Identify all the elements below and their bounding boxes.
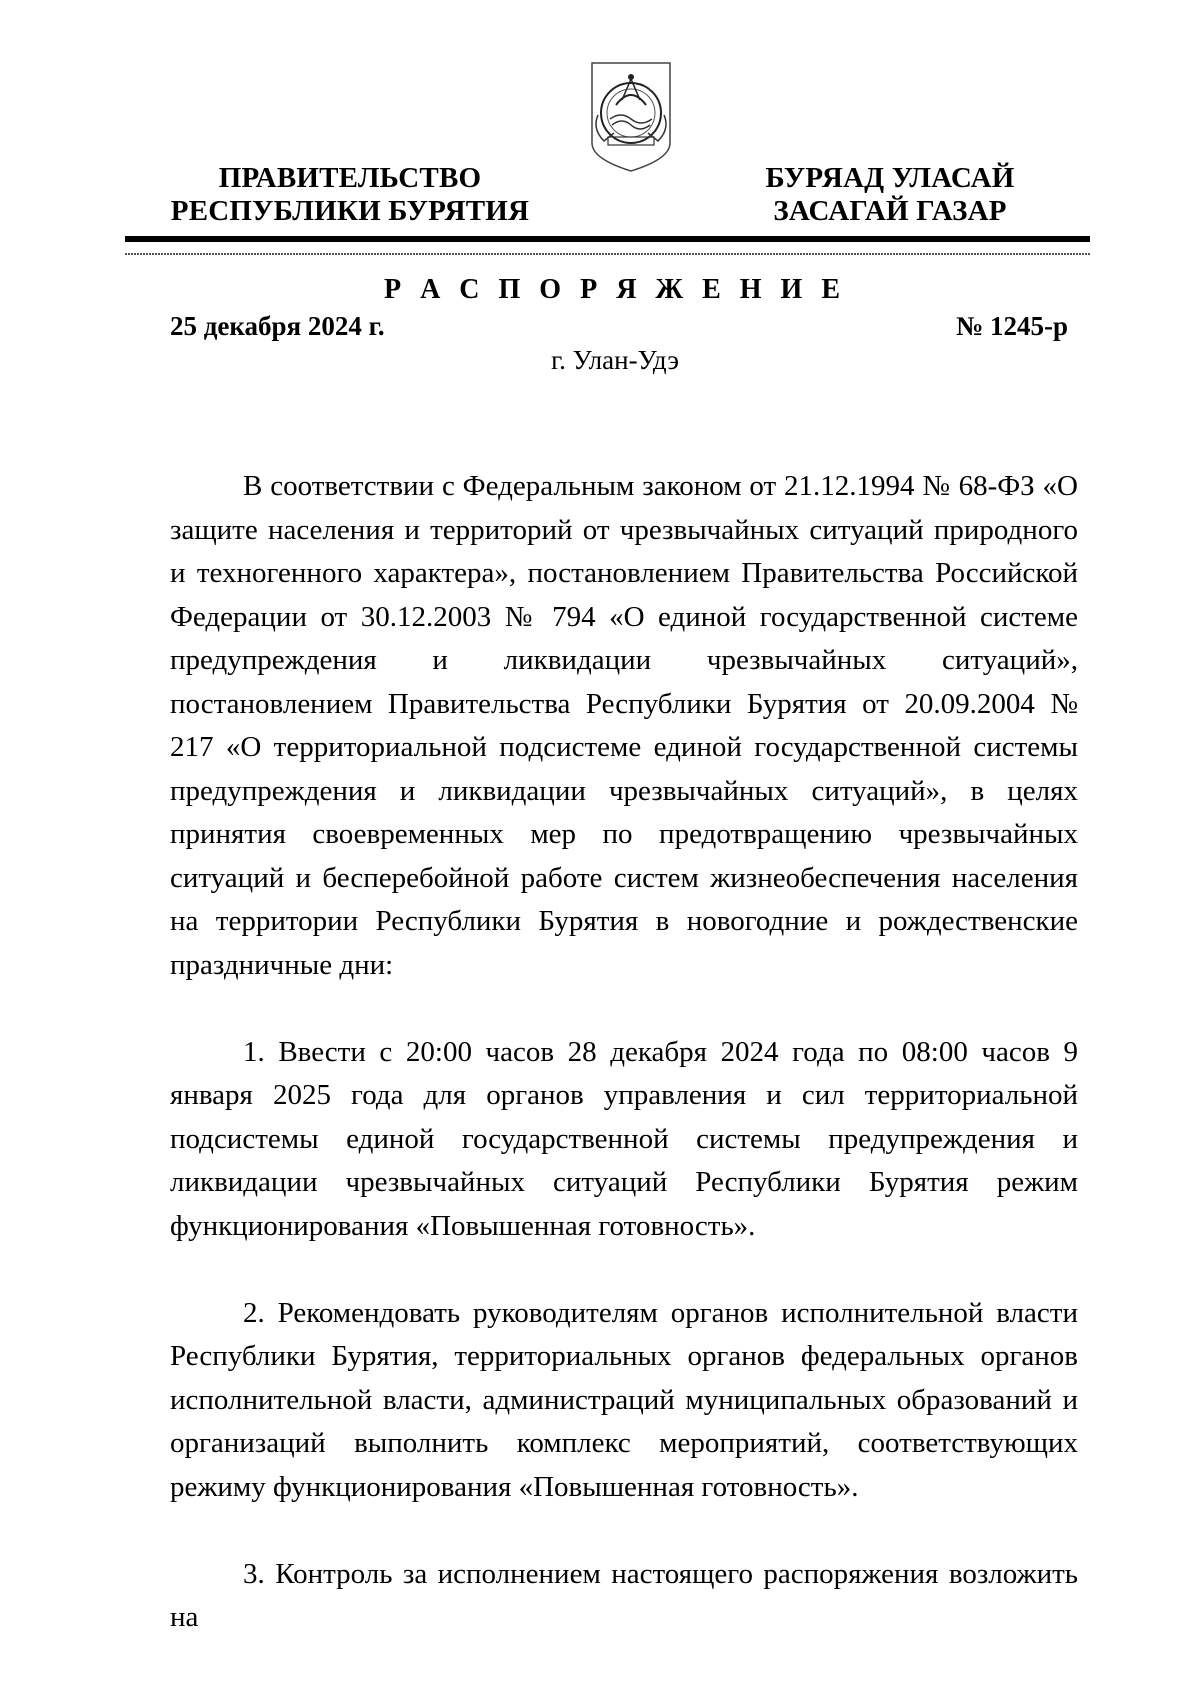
document-type: Р А С П О Р Я Ж Е Н И Е — [383, 274, 847, 305]
coat-of-arms-icon — [586, 55, 676, 175]
paragraph-item-2: 2. Рекомендовать руководителям органов исполнительной власти Республики Бурятия, территориальных органов федеральных органов исполнительной власти, администраций муниципальных образований и организаций выполнить комплекс мероприятий, соответствующих режиму функционирования «Повышенная готовность». — [170, 1296, 1078, 1503]
header-divider-thick — [125, 236, 1090, 242]
org-right-line1: БУРЯАД УЛАСАЙ — [765, 162, 1015, 194]
org-left-line2: РЕСПУБЛИКИ БУРЯТИЯ — [170, 195, 530, 227]
org-name-buryat — [700, 162, 1080, 228]
paragraph-preamble: В соответствии с Федеральным законом от 21.12.1994 № 68-ФЗ «О защите населения и территорий от чрезвычайных ситуаций природного и техногенного характера», постановлением Правительства Российской Федерации от 30.12.2003 № 794 «О единой государственной системе предупреждения и ликвидации чрезвычайных ситуаций», постановлением Правительства Республики Бурятия от 20.09.2004 № 217 «О территориальной подсистеме единой государственной системы предупреждения и ликвидации чрезвычайных ситуаций», в целях принятия своевременных мер по предотвращению чрезвычайных ситуаций и бесперебойной работе систем жизнеобеспечения населения на территории Республики Бурятия в новогодние и рождественские праздничные дни: — [170, 470, 1078, 981]
document-number: № 1245-р — [956, 311, 1068, 341]
org-right-line2: ЗАСАГАЙ ГАЗАР — [773, 195, 1007, 227]
header-divider-thin — [125, 253, 1090, 255]
org-name-russian — [130, 162, 570, 228]
document-body — [170, 465, 1078, 1640]
paragraph-item-3: 3. Контроль за исполнением настоящего распоряжения возложить на — [170, 1557, 1078, 1633]
document-date: 25 декабря 2024 г. — [170, 311, 385, 341]
org-left-line1: ПРАВИТЕЛЬСТВО — [218, 162, 482, 194]
document-city: г. Улан-Удэ — [551, 345, 679, 375]
paragraph-item-1: 1. Ввести с 20:00 часов 28 декабря 2024 года по 08:00 часов 9 января 2025 года для органов управления и сил территориальной подсистемы единой государственной системы предупреждения и ликвидации чрезвычайных ситуаций Республики Бурятия режим функционирования «Повышенная готовность». — [170, 1035, 1078, 1242]
